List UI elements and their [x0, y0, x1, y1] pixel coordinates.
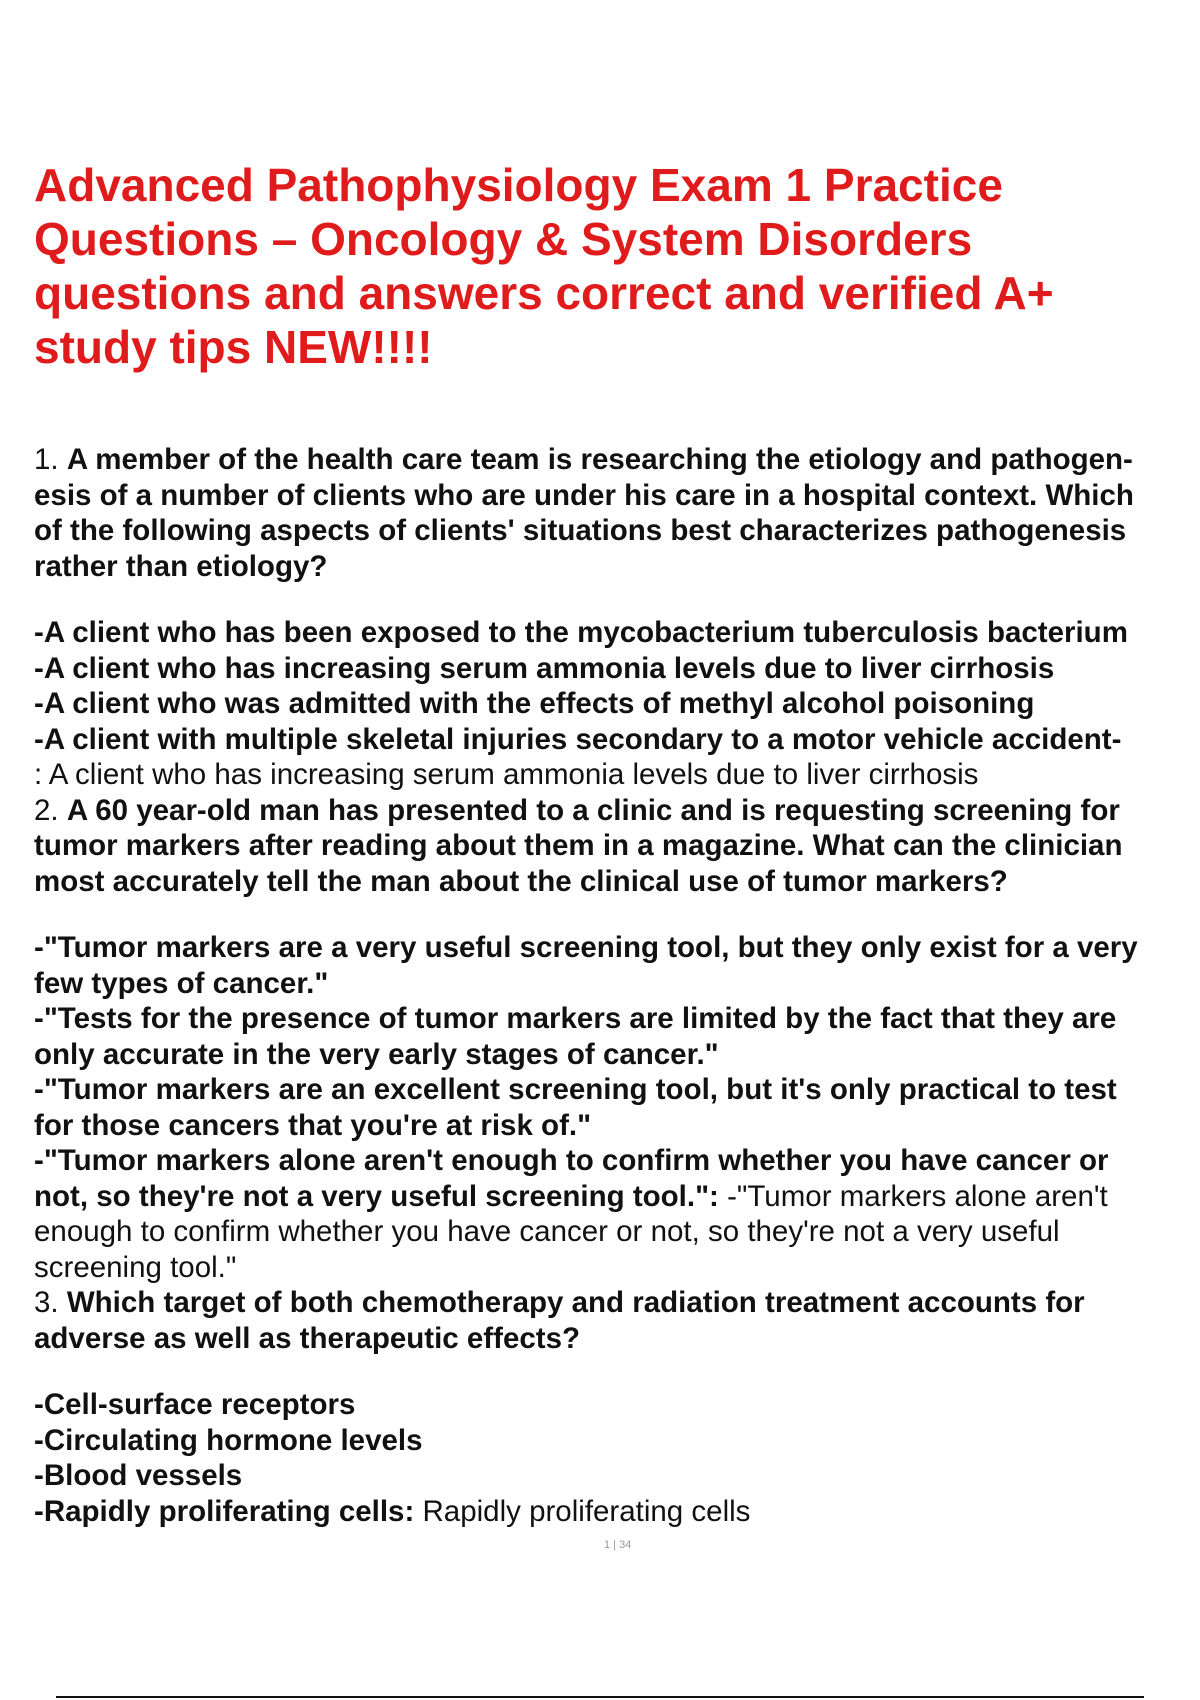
footer-rule — [56, 1696, 1144, 1698]
question-stem-line: Which target of both chemotherapy and radiation treatment accounts for — [66, 1286, 1085, 1319]
answer-option: -Circulating hormone levels — [34, 1423, 423, 1457]
answer-option: -A client who was admitted with the effects of methyl alcohol poisoning — [34, 687, 1035, 720]
question-2 — [34, 793, 1200, 1286]
title-line: questions and answers correct and verified A+ — [34, 267, 1054, 319]
correct-answer: : A client who has increasing serum ammonia levels due to liver cirrhosis — [34, 758, 979, 791]
questions-body — [34, 442, 1200, 1529]
answer-option: -"Tests for the presence of tumor markers are limited by the fact that they are — [34, 1002, 1117, 1035]
question-stem-line: tumor markers after reading about them in a magazine. What can the clinician — [34, 829, 1123, 862]
question-1 — [34, 442, 1200, 793]
correct-answer: Rapidly proliferating cells — [414, 1494, 751, 1528]
page-number: 1 | 34 — [604, 1539, 632, 1551]
answer-option: -"Tumor markers are an excellent screening tool, but it's only practical to test — [34, 1073, 1117, 1106]
title-line: Advanced Pathophysiology Exam 1 Practice — [34, 159, 1003, 211]
answer-option: -A client who has been exposed to the mycobacterium tuberculosis bacterium — [34, 616, 1128, 649]
correct-answer-line: screening tool." — [34, 1250, 237, 1284]
question-stem-line: most accurately tell the man about the clinical use of tumor markers? — [34, 864, 1008, 898]
question-stem-line: esis of a number of clients who are under his care in a hospital context. Which — [34, 478, 1134, 512]
question-3 — [34, 1285, 1200, 1529]
question-number: 2. — [34, 793, 59, 827]
question-stem-line: of the following aspects of clients' situations best characterizes pathogenesis — [34, 514, 1127, 547]
question-number: 1. — [34, 443, 59, 476]
answer-option: few types of cancer." — [34, 966, 329, 1000]
document-title — [34, 158, 1164, 374]
title-line: Questions – Oncology & System Disorders — [34, 213, 973, 265]
answer-option: for those cancers that you're at risk of." — [34, 1108, 592, 1142]
answer-option: -"Tumor markers are a very useful screening tool, but they only exist for a very — [34, 931, 1138, 964]
question-stem-line: adverse as well as therapeutic effects? — [34, 1321, 581, 1355]
answer-option: -Blood vessels — [34, 1459, 243, 1492]
answer-option: -A client who has increasing serum ammonia levels due to liver cirrhosis — [34, 651, 1055, 685]
question-number: 3. — [34, 1286, 59, 1319]
answer-option: -A client with multiple skeletal injuries secondary to a motor vehicle accident- — [34, 722, 1122, 756]
answer-option: not, so they're not a very useful screening tool.": — [34, 1179, 719, 1213]
answer-option: -"Tumor markers alone aren't enough to confirm whether you have cancer or — [34, 1144, 1109, 1177]
question-stem-line: A 60 year-old man has presented to a clinic and is requesting screening for — [66, 793, 1120, 827]
question-stem-line: A member of the health care team is researching the etiology and pathogen- — [66, 443, 1133, 476]
answer-option: only accurate in the very early stages of cancer." — [34, 1037, 719, 1071]
title-line: study tips NEW!!!! — [34, 321, 433, 373]
answer-option: -Rapidly proliferating cells: — [34, 1494, 415, 1528]
question-stem-line: rather than etiology? — [34, 549, 328, 583]
answer-option: -Cell-surface receptors — [34, 1388, 356, 1421]
correct-answer-line: enough to confirm whether you have cancer or not, so they're not a very useful — [34, 1215, 1060, 1248]
correct-answer: -"Tumor markers alone aren't — [718, 1179, 1108, 1213]
